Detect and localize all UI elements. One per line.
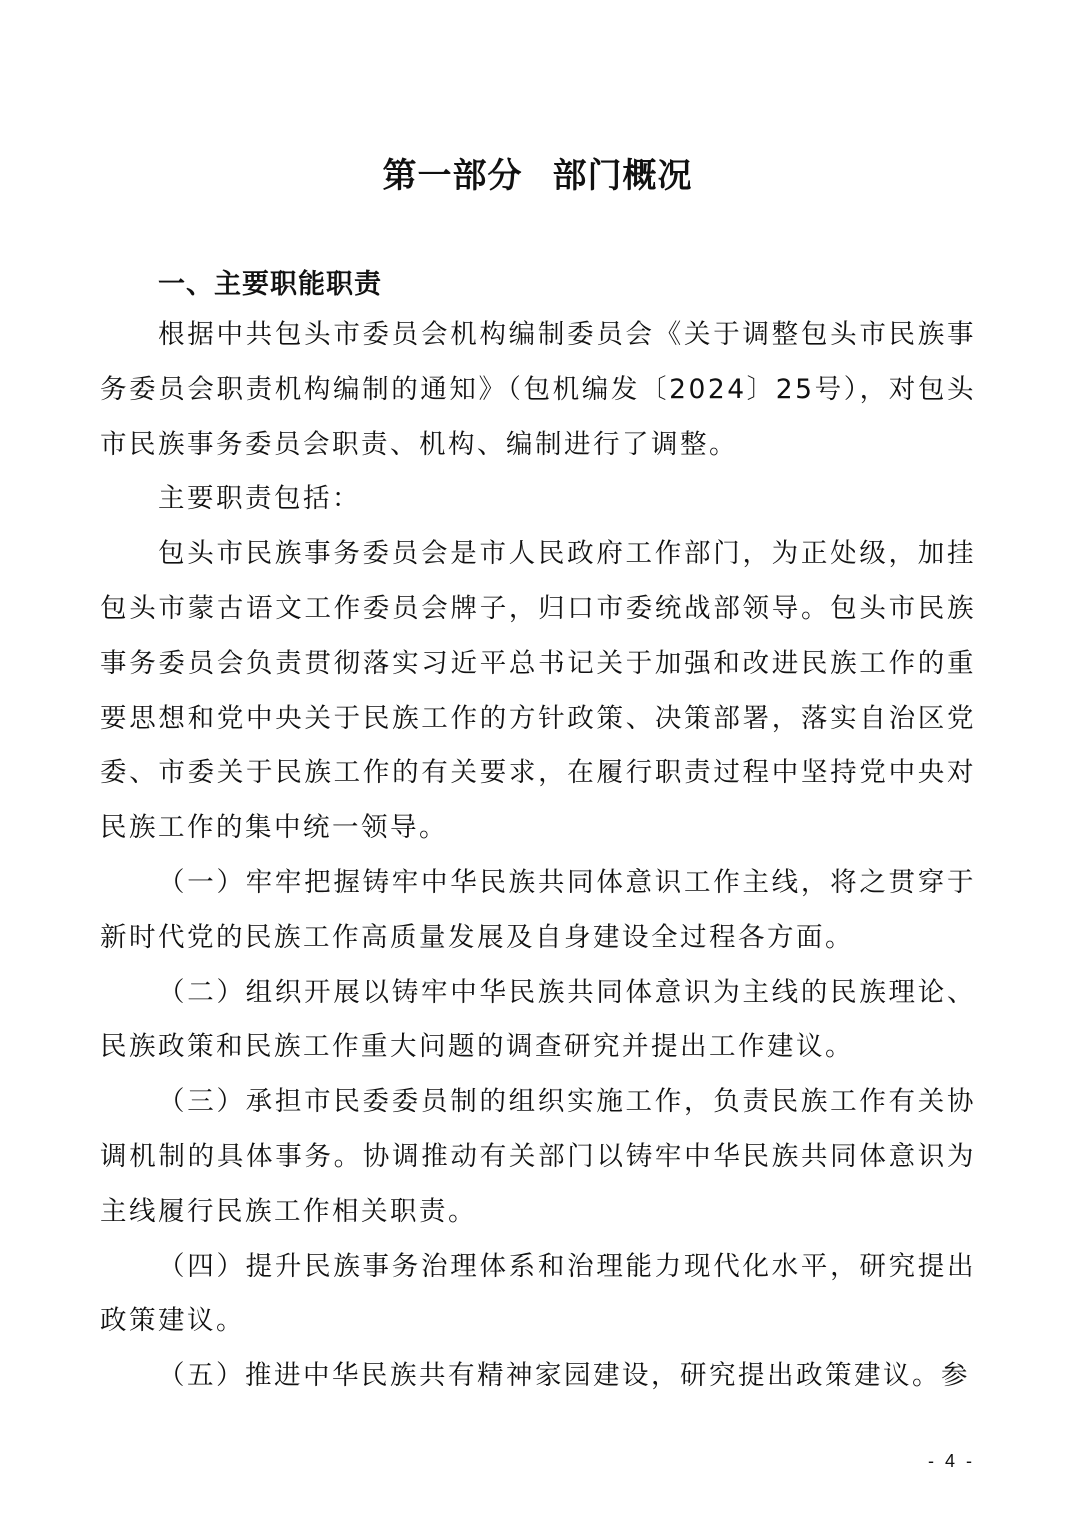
paragraph-adjustment-notice: 根据中共包头市委员会机构编制委员会《关于调整包头市民族事务委员会职责机构编制的通知》（包机编发〔2024〕25号），对包头市民族事务委员会职责、机构、编制进行了调整。: [100, 319, 976, 460]
paragraph-duty-3: （三）承担市民委委员制的组织实施工作，负责民族工作有关协调机制的具体事务。协调推动有关部门以铸牢中华民族共同体意识为主线履行民族工作相关职责。: [100, 1086, 976, 1227]
title-part: 第一部分: [382, 156, 523, 196]
section-heading: 一、主要职能职责: [158, 269, 382, 300]
paragraph-duty-5: （五）推进中华民族共有精神家园建设，研究提出政策建议。参: [158, 1360, 970, 1392]
paragraph-duties-intro: 主要职责包括：: [158, 483, 361, 515]
title-name: 部门概况: [552, 156, 693, 196]
document-body: [100, 262, 976, 1404]
paragraph-duty-1: （一）牢牢把握铸牢中华民族共同体意识工作主线，将之贯穿于新时代党的民族工作高质量发展及自身建设全过程各方面。: [100, 866, 976, 953]
page-number: - 4 -: [927, 1451, 975, 1471]
paragraph-duty-4: （四）提升民族事务治理体系和治理能力现代化水平，研究提出政策建议。: [100, 1250, 976, 1337]
page-title: [0, 150, 1075, 202]
paragraph-committee-overview: 包头市民族事务委员会是市人民政府工作部门，为正处级，加挂包头市蒙古语文工作委员会牌子，归口市委统战部领导。包头市民族事务委员会负责贯彻落实习近平总书记关于加强和改进民族工作的重要思想和党中央关于民族工作的方针政策、决策部署，落实自治区党委、市委关于民族工作的有关要求，在履行职责过程中坚持党中央对民族工作的集中统一领导。: [100, 538, 976, 844]
paragraph-duty-2: （二）组织开展以铸牢中华民族共同体意识为主线的民族理论、民族政策和民族工作重大问题的调查研究并提出工作建议。: [100, 976, 976, 1063]
